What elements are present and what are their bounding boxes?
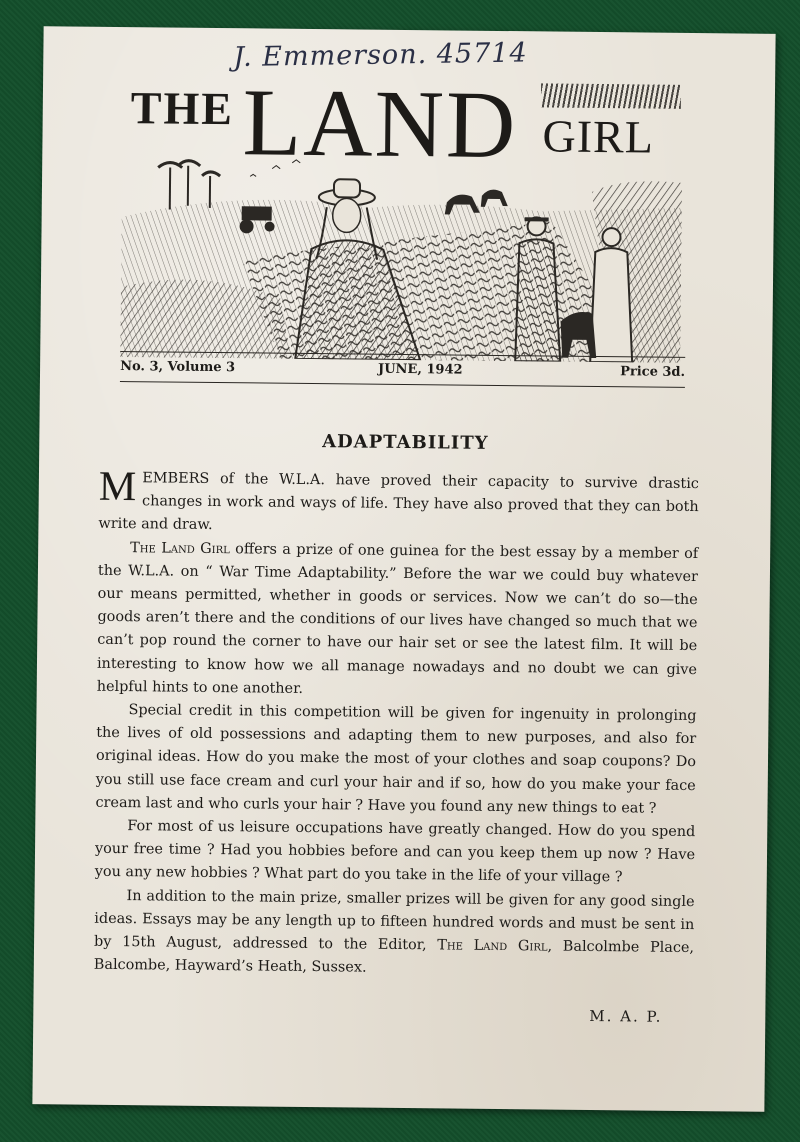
paragraph-4: For most of us leisure occupations have greatly changed. How do you spend your free time ? Had you hobbies before and can you keep them up now ? Have you any new hobbies ? What part do you take in the life of your village ? xyxy=(94,818,696,886)
masthead-hatching xyxy=(541,83,681,108)
article-body xyxy=(93,463,699,984)
issue-price: Price 3d. xyxy=(620,364,686,380)
issue-date: JUNE, 1942 xyxy=(378,361,463,378)
paragraph-1: MEMBERS of the W.L.A. have proved their capacity to survive drastic changes in work and ways of life. They have also proved that they can both write and draw. xyxy=(98,463,699,534)
masthead-girl: GIRL xyxy=(542,110,655,163)
magazine-name-ref: The Land Girl xyxy=(437,937,548,955)
magazine-name-ref: The Land Girl xyxy=(130,539,230,557)
paragraph-3: Special credit in this competition will be given for ingenuity in prolonging the lives of old possessions and adapting them to new purposes, and also for original ideas. How do you make the most of your clothes and soap coupons? Do you still use face cream and curl your hair and if so, how do you make your face cream last and who curls your hair ? Have you found any new things to eat ? xyxy=(95,702,697,817)
author-initials: M. A. P. xyxy=(589,1006,663,1026)
paragraph-2: The Land Girl offers a prize of one guinea for the best essay by a member of the W.L.A. on “ War Time Adaptability.” Before the war we could buy whatever our means permitted, whether in goods or services. Now we can’t do so—the goods aren’t there and the conditions of our lives have changed so much that we can’t pop round the corner to have our hair set or see the latest film. It will be interesting to know how we all manage nowadays and no doubt we can give helpful hints to one another. xyxy=(96,539,699,697)
drop-cap: M xyxy=(98,463,137,511)
handwritten-owner-name: J. Emmerson. 45714 xyxy=(233,37,528,74)
paragraph-5: In addition to the main prize, smaller prizes will be given for any good single ideas. Essays may be any length up to fifteen hundred words and must be sent in by 15th August, addressed to the Editor, The Land Girl, Balcolmbe Place, Balcombe, Hayward’s Heath, Sussex. xyxy=(93,887,695,976)
farm-scene-illustration xyxy=(120,147,682,363)
masthead-the: THE xyxy=(130,82,235,135)
magazine-page xyxy=(32,26,775,1112)
article-title: ADAPTABILITY xyxy=(322,431,489,454)
issue-info-row xyxy=(120,357,685,385)
masthead-land: LAND xyxy=(242,68,518,179)
issue-number: No. 3, Volume 3 xyxy=(120,359,236,376)
